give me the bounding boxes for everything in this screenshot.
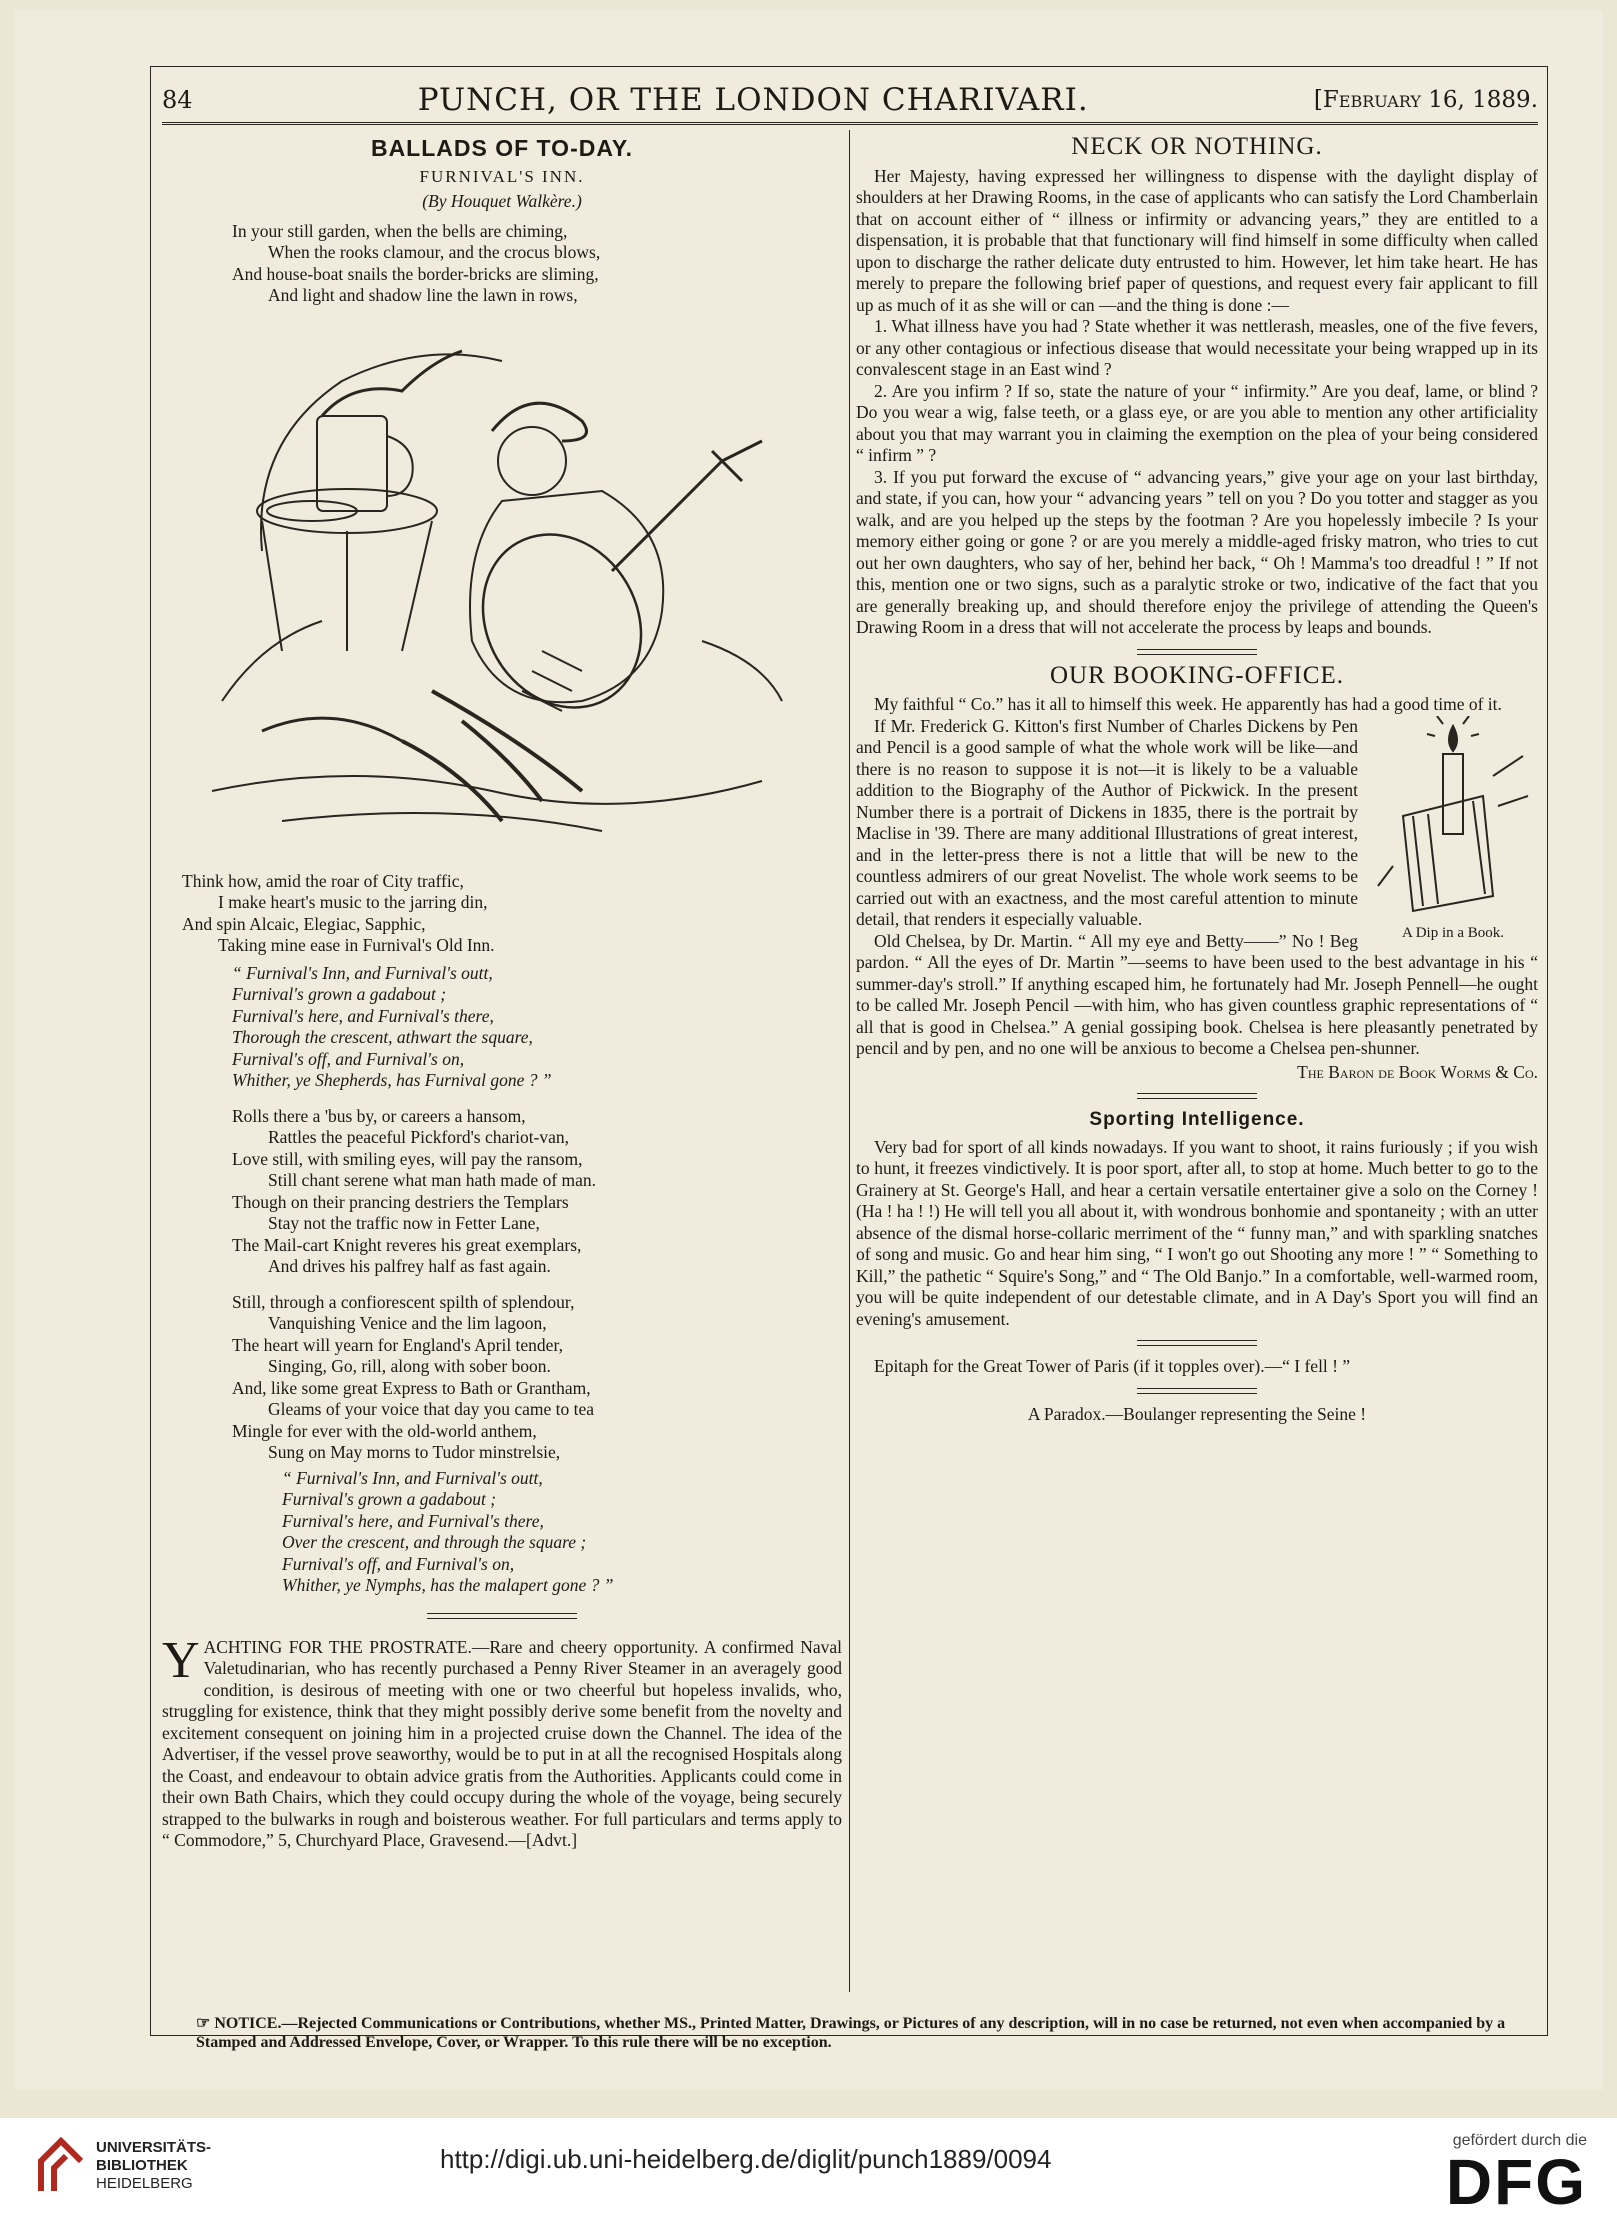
neck-question-1: 1. What illness have you had ? State whether it was nettlerash, measles, one of the five fevers, or any other contagious or infectious disease that would necessitate your being wrapped up in its convalescent stage in an East wind ? bbox=[856, 316, 1538, 379]
stanza-4 bbox=[162, 1292, 842, 1464]
epitaph: Epitaph for the Great Tower of Paris (if it topples over).—“ I fell ! ” bbox=[874, 1356, 1351, 1376]
ballads-subtitle: FURNIVAL'S INN. bbox=[419, 166, 585, 186]
right-column bbox=[856, 130, 1538, 1425]
page-header bbox=[162, 78, 1538, 125]
verse-line: “ Furnival's Inn, and Furnival's outt, bbox=[282, 1467, 543, 1488]
column-divider bbox=[849, 130, 850, 1992]
verse-line: Though on their prancing destriers the Templars bbox=[232, 1191, 569, 1212]
ballads-byline: (By Houquet Walkère.) bbox=[422, 191, 582, 211]
verse-line: Furnival's grown a gadabout ; bbox=[232, 984, 447, 1004]
candle-book-illustration bbox=[1373, 716, 1533, 916]
verse-line: And house-boat snails the border-bricks are sliming, bbox=[232, 263, 599, 284]
stanza-2 bbox=[162, 871, 842, 957]
verse-line: Furnival's off, and Furnival's on, bbox=[232, 1048, 465, 1069]
yachting-advert bbox=[162, 1631, 842, 1852]
verse-line: Vanquishing Venice and the lim lagoon, bbox=[268, 1313, 547, 1333]
stanza-3 bbox=[162, 1106, 842, 1278]
verse-line: Think how, amid the roar of City traffic, bbox=[182, 870, 464, 891]
yachting-text: ACHTING FOR THE PROSTRATE.—Rare and cheery opportunity. A confirmed Naval Valetudinarian, who has recently purchased a Penny River Steamer in an averagely good condition, is desirous of meeting with one or two cheerful but hopeless invalids, who, struggling for existence, think that they might possibly derive some benefit from the novelty and excitement consequent on joining him in a projected cruise down the Channel. The idea of the Advertiser, if the vessel prove seaworthy, would be to put in at all the recognised Hospitals along the Coast, and endeavour to obtain advice gratis from the Authorities. Applicants could come in their own Bath Chairs, which they could occupy during the whole of the voyage, being securely strapped to the bulwarks in rough and boisterous weather. For full particulars and terms apply to “ Commodore,” 5, Churchyard Place, Gravesend.—[Advt.] bbox=[162, 1636, 842, 1850]
verse-line: Furnival's off, and Furnival's on, bbox=[282, 1553, 515, 1574]
section-rule bbox=[1137, 649, 1257, 655]
verse-line: Still chant serene what man hath made of man. bbox=[268, 1170, 597, 1190]
verse-line: When the rooks clamour, and the crocus blows, bbox=[268, 242, 601, 262]
verse-line: And spin Alcaic, Elegiac, Sapphic, bbox=[182, 913, 426, 934]
source-url-link[interactable]: http://digi.ub.uni-heidelberg.de/diglit/punch1889/0094 bbox=[440, 2144, 1052, 2174]
verse-line: “ Furnival's Inn, and Furnival's outt, bbox=[232, 962, 493, 983]
library-line: HEIDELBERG bbox=[96, 2175, 193, 2192]
section-rule bbox=[427, 1613, 577, 1619]
verse-line: Singing, Go, rill, along with sober boon. bbox=[268, 1356, 551, 1376]
verse-line: Sung on May morns to Tudor minstrelsie, bbox=[268, 1442, 561, 1462]
candle-caption: A Dip in a Book. bbox=[1401, 925, 1505, 941]
drop-cap: Y bbox=[162, 1631, 200, 1689]
verse-line: Furnival's here, and Furnival's there, bbox=[282, 1510, 544, 1531]
verse-line: Over the crescent, and through the square ; bbox=[282, 1532, 587, 1552]
verse-line: And drives his palfrey half as fast again. bbox=[268, 1256, 551, 1276]
neck-intro: Her Majesty, having expressed her willingness to dispense with the daylight display of shoulders at her Drawing Rooms, in the case of applicants who can satisfy the Lord Chamberlain that on account either of “ illness or infirmity or advancing years,” they are entitled to a dispensation, it is probable that that functionary will find himself in some difficulty when called upon to discharge the rather delicate duty entrusted to him. However, let him take heart. He has merely to prepare the following brief paper of questions, and request every fair applicant to fill up as much of it as she will or can —and the thing is done :— bbox=[856, 165, 1538, 315]
verse-line: The Mail-cart Knight reveres his great exemplars, bbox=[232, 1234, 582, 1255]
paradox: A Paradox.—Boulanger representing the Seine ! bbox=[1027, 1403, 1367, 1424]
library-line: UNIVERSITÄTS- bbox=[96, 2139, 212, 2156]
section-rule bbox=[1137, 1340, 1257, 1346]
verse-line: Gleams of your voice that day you came to tea bbox=[268, 1399, 595, 1419]
masthead: PUNCH, OR THE LONDON CHARIVARI. bbox=[417, 82, 1089, 118]
issue-date: [February 16, 1889. bbox=[1313, 87, 1538, 113]
verse-line: Stay not the traffic now in Fetter Lane, bbox=[268, 1213, 540, 1233]
booking-para-1: My faithful “ Co.” has it all to himself this week. He apparently has had a good time of it. bbox=[874, 694, 1502, 714]
booking-title: OUR BOOKING-OFFICE. bbox=[1049, 661, 1344, 689]
verse-line: Furnival's grown a gadabout ; bbox=[282, 1489, 497, 1509]
verse-line: Furnival's here, and Furnival's there, bbox=[232, 1005, 494, 1026]
notice: ☞ NOTICE.—Rejected Communications or Contributions, whether MS., Printed Matter, Drawings, or Pictures of any description, will in no case be returned, not even when accompanied by a Stamped and Addressed Envelope, Cover, or Wrapper. To this rule there will be no exception. bbox=[196, 2015, 1506, 2051]
verse-line: Whither, ye Shepherds, has Furnival gone ? ” bbox=[232, 1070, 552, 1090]
booking-para-3: Old Chelsea, by Dr. Martin. “ All my eye and Betty——” No ! Beg pardon. “ All the eyes of Dr. Martin ”—seems to have been used to the best advantage in his “ summer-day's stroll.” If anything escaped him, he fortunately had Mr. Joseph Pennell—he ought to be called Mr. Joseph Pencil —with him, who has given countless graphic representations of “ all that is good in Chelsea.” A genial gossiping book. Chelsea is here pleasantly penetrated by pencil and by pen, and no one will be anxious to become a Chelsea pen-shunner. bbox=[856, 930, 1538, 1058]
refrain-1 bbox=[162, 963, 842, 1092]
dfg-logo: DFG bbox=[1445, 2146, 1587, 2218]
verse-line: Still, through a confiorescent spilth of splendour, bbox=[232, 1291, 575, 1312]
left-column bbox=[162, 130, 842, 1852]
refrain-2 bbox=[162, 1468, 842, 1597]
neck-question-3: 3. If you put forward the excuse of “ advancing years,” give your age on your last birthday, and state, if you can, how your “ advancing years ” tell on you ? Do you totter and stagger as you walk, and are you helped up the steps by the footman ? Are you hopelessly imbecile ? Is your memory either going or gone ? or are you merely a middle-aged frisky matron, who tries to cut out her own daughters, who say of her, behind her back, “ Oh ! Mamma's too dreadful ! ” If not this, mention one or two signs, such as a paralytic stroke or two, indicative of the fact that you are generally breaking up, and should therefore enjoy the privilege of attending the Queen's Drawing Room in a dress that will not accelerate the process by leaps and bounds. bbox=[856, 466, 1538, 637]
verse-line: Rattles the peaceful Pickford's chariot-van, bbox=[268, 1127, 570, 1147]
library-logo bbox=[36, 2136, 211, 2196]
verse-line: In your still garden, when the bells are chiming, bbox=[232, 220, 568, 241]
neck-title: NECK OR NOTHING. bbox=[1071, 133, 1323, 160]
booking-signature: The Baron de Book Worms & Co. bbox=[1297, 1061, 1538, 1082]
section-rule bbox=[1137, 1388, 1257, 1394]
sporting-text: Very bad for sport of all kinds nowadays. If you want to shoot, it rains furiously ; if you wish to hunt, it freezes vindictively. It is poor sport, after all, to stop at home. Much better to go to the Grainery at St. George's Hall, and hear a certain versatile entertainer give a solo on the Corney ! (Ha ! ha ! !) He will tell you all about it, with wondrous bonhomie and spontaneity ; with an utter absence of the dismal horse-collaric merriment of the “ funny man,” and with sparkling snatches of song and music. Go and hear him sing, “ I won't go out Shooting any more ! ” “ Something to Kill,” the pathetic “ Squire's Song,” and “ The Old Banjo.” In a comfortable, well-warmed room, you will be quite independent of our detestable climate, and in A Day's Sport you will find an evening's amusement. bbox=[856, 1136, 1538, 1329]
verse-line: And, like some great Express to Bath or Grantham, bbox=[232, 1377, 591, 1398]
verse-line: The heart will yearn for England's April tender, bbox=[232, 1334, 563, 1355]
stanza-1 bbox=[162, 221, 842, 307]
verse-line: And light and shadow line the lawn in rows, bbox=[268, 285, 578, 305]
verse-line: I make heart's music to the jarring din, bbox=[218, 892, 488, 912]
library-footer bbox=[0, 2118, 1617, 2238]
dfg-block bbox=[1445, 2132, 1587, 2218]
ballads-title: BALLADS OF TO-DAY. bbox=[370, 135, 634, 161]
library-emblem-icon bbox=[36, 2136, 86, 2196]
library-name bbox=[96, 2139, 211, 2193]
section-rule bbox=[1137, 1093, 1257, 1099]
verse-line: Love still, with smiling eyes, will pay the ransom, bbox=[232, 1148, 583, 1169]
minstrel-illustration bbox=[202, 321, 802, 861]
neck-question-2: 2. Are you infirm ? If so, state the nature of your “ infirmity.” Are you deaf, lame, or blind ? Do you wear a wig, false teeth, or a glass eye, or are you able to mention any other artificiality about you that may warrant you in claiming the exemption on the plea of your being considered “ infirm ” ? bbox=[856, 380, 1538, 465]
verse-line: Thorough the crescent, athwart the square, bbox=[232, 1027, 533, 1047]
booking-para-2: If Mr. Frederick G. Kitton's first Number of Charles Dickens by Pen and Pencil is a good sample of what the whole work will be like—and there is no reason to suppose it is not—it is likely to be a valuable addition to the Biography of the Author of Pickwick. In the present Number there is a portrait of Dickens in 1835, there is the portrait by Maclise in '39. There are many additional Illustrations of great interest, and in the letter-press there is not a little that will be new to the countless admirers of our great Novelist. The whole work seems to be carried out with an exactness, and the most careful attention to minute detail, that renders it especially valuable. bbox=[856, 715, 1358, 929]
verse-line: Mingle for ever with the old-world anthem, bbox=[232, 1420, 537, 1441]
candle-illustration-block bbox=[1368, 716, 1538, 945]
funding-label: gefördert durch die bbox=[1452, 2132, 1587, 2149]
verse-line: Rolls there a 'bus by, or careers a hansom, bbox=[232, 1105, 526, 1126]
verse-line: Taking mine ease in Furnival's Old Inn. bbox=[218, 935, 495, 955]
page-number: 84 bbox=[162, 86, 193, 114]
sporting-title: Sporting Intelligence. bbox=[1089, 1109, 1305, 1130]
library-line: BIBLIOTHEK bbox=[96, 2157, 188, 2174]
verse-line: Whither, ye Nymphs, has the malapert gone ? ” bbox=[282, 1575, 614, 1595]
